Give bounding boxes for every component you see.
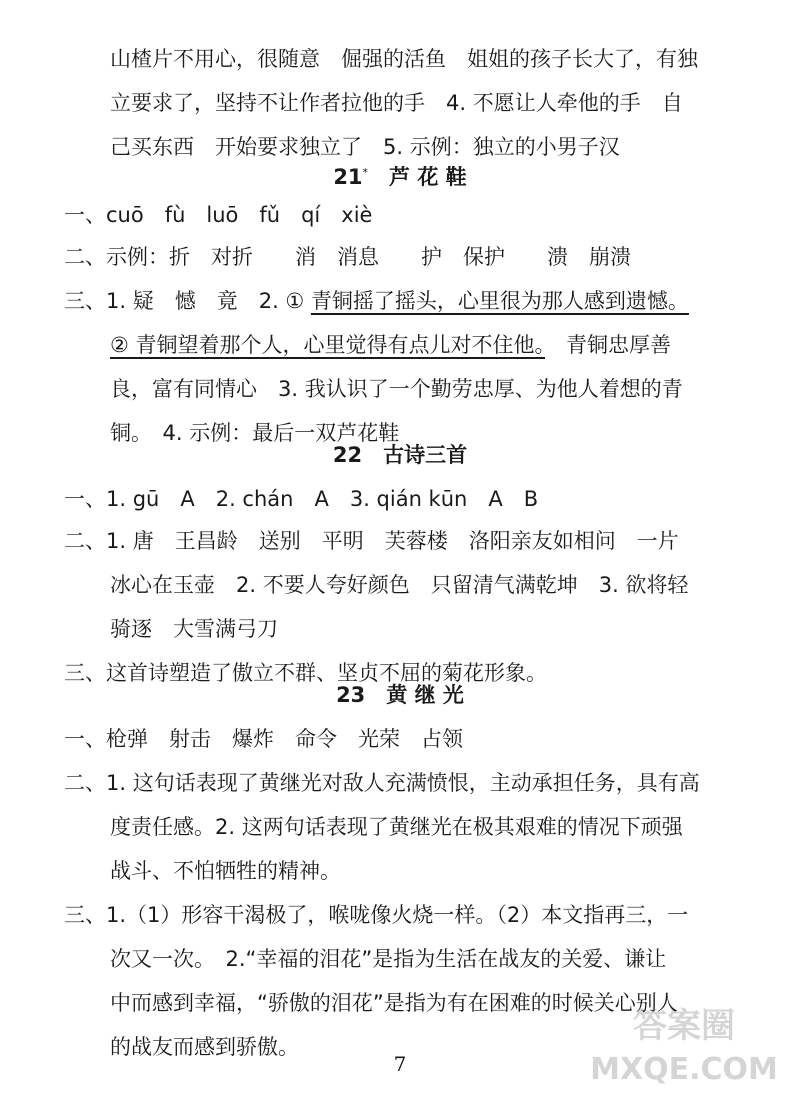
answer-line xyxy=(0,944,800,974)
answer-line xyxy=(0,768,800,798)
line-text: 良，富有同情心 3. 我认识了一个勤劳忠厚、为他人着想的青 xyxy=(110,377,683,401)
lesson-name: 黄 继 光 xyxy=(386,683,464,707)
answer-line xyxy=(0,242,800,272)
lesson-number: 22 xyxy=(332,443,363,467)
answer-line xyxy=(0,44,800,74)
line-text: 度责任感。2. 这两句话表现了黄继光在极其艰难的情况下顽强 xyxy=(110,815,683,839)
line-text: 己买东西 开始要求独立了 5. 示例：独立的小男子汉 xyxy=(110,135,620,159)
watermark-graphic xyxy=(574,997,794,1087)
line-text: 战斗、不怕牺牲的精神。 xyxy=(110,859,341,883)
line-text: 立要求了，坚持不让作者拉他的手 4. 不愿让人牵他的手 自 xyxy=(110,91,683,115)
answer-line xyxy=(0,614,800,644)
underlined-answer: 青铜摇了摇头，心里很为那人感到遗憾。 xyxy=(310,289,689,313)
answer-line xyxy=(0,856,800,886)
line-text: 二、1. 这句话表现了黄继光对敌人充满愤恨，主动承担任务，具有高 xyxy=(64,771,700,795)
line-text: 冰心在玉壶 2. 不要人夸好颜色 只留清气满乾坤 3. 欲将轻 xyxy=(110,573,689,597)
lesson-name: 芦 花 鞋 xyxy=(389,165,467,189)
line-text: 三、1. 疑 憾 竟 2. ① xyxy=(64,289,311,313)
page-number: 7 xyxy=(393,1052,407,1076)
lesson-name: 古诗三首 xyxy=(383,443,468,467)
watermark-bottom-text: MXQE.COM xyxy=(590,1052,778,1087)
line-text: 三、1.（1）形容干渴极了，喉咙像火烧一样。（2）本文指再三，一 xyxy=(64,903,689,927)
lesson-title xyxy=(0,440,800,470)
answer-line xyxy=(0,88,800,118)
answer-line xyxy=(0,200,800,230)
line-text: 铜。 4. 示例：最后一双芦花鞋 xyxy=(110,421,400,445)
line-text: 青铜忠厚善 xyxy=(545,333,671,357)
line-text: 一、枪弹 射击 爆炸 命令 光荣 占领 xyxy=(64,727,463,751)
answer-line xyxy=(0,286,800,316)
line-text: 山楂片不用心，很随意 倔强的活鱼 姐姐的孩子长大了，有独 xyxy=(110,47,698,71)
line-text: 骑逐 大雪满弓刀 xyxy=(110,617,278,641)
answer-line xyxy=(0,900,800,930)
answer-line xyxy=(0,812,800,842)
lesson-title xyxy=(0,158,800,192)
lesson-number: 23 xyxy=(336,683,366,707)
answer-line xyxy=(0,570,800,600)
lesson-number: 21 xyxy=(333,165,363,189)
line-text: 三、这首诗塑造了傲立不群、坚贞不屈的菊花形象。 xyxy=(64,661,547,685)
watermark-top-text: 答案圈 xyxy=(633,1006,735,1046)
line-text: 二、1. 唐 王昌龄 送别 平明 芙蓉楼 洛阳亲友如相问 一片 xyxy=(64,529,679,553)
lesson-mark: * xyxy=(362,166,369,179)
answer-line xyxy=(0,526,800,556)
answer-line xyxy=(0,724,800,754)
line-text: 的战友而感到骄傲。 xyxy=(110,1035,299,1059)
answer-line xyxy=(0,330,800,360)
answer-line xyxy=(0,484,800,514)
watermark-logo xyxy=(574,997,794,1087)
underlined-answer: ② 青铜望着那个人，心里觉得有点儿对不住他。 xyxy=(110,333,545,357)
line-text: 中而感到幸福，“骄傲的泪花”是指为有在困难的时候关心别人 xyxy=(110,991,678,1015)
line-text: 一、cuō fù luō fǔ qí xiè xyxy=(64,203,373,227)
answer-line xyxy=(0,374,800,404)
line-text: 一、1. gū A 2. chán A 3. qián kūn A B xyxy=(64,487,539,511)
line-text: 二、示例：折 对折 消 消息 护 保护 溃 崩溃 xyxy=(64,245,631,269)
lesson-title xyxy=(0,680,800,710)
line-text: 次又一次。 2.“幸福的泪花”是指为生活在战友的关爱、谦让 xyxy=(110,947,667,971)
